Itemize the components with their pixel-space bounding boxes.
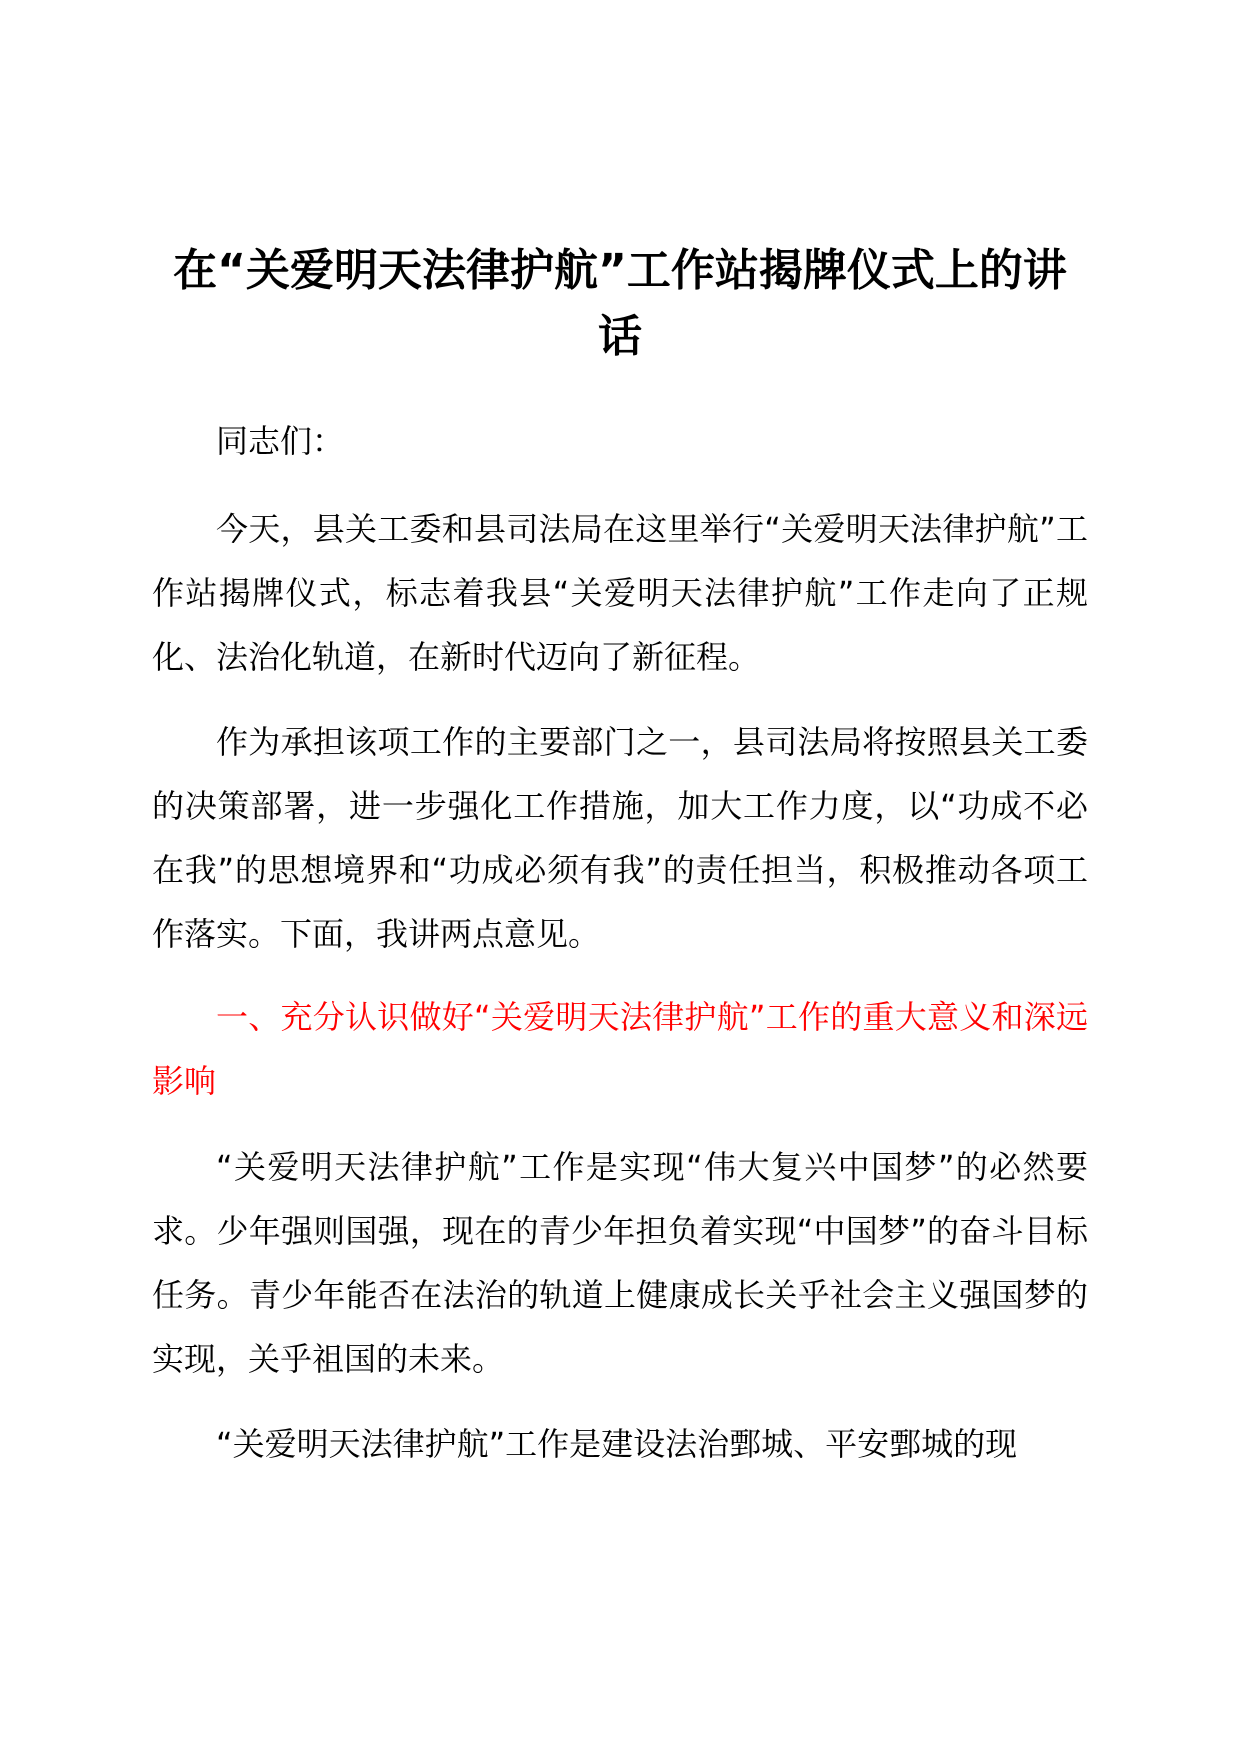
section-paragraph-1: “关爱明天法律护航”工作是实现“伟大复兴中国梦”的必然要求。少年强则国强，现在的青少年担负着实现“中国梦”的奋斗目标任务。青少年能否在法治的轨道上健康成长关乎社会主义强国梦的实现，关乎祖国的未来。 (152, 1148, 1088, 1378)
section-paragraph-2: “关爱明天法律护航”工作是建设法治鄄城、平安鄄城的现 (216, 1425, 1018, 1463)
salutation: 同志们： (216, 422, 345, 460)
paragraph-1: 今天，县关工委和县司法局在这里举行“关爱明天法律护航”工作站揭牌仪式，标志着我县“关爱明天法律护航”工作走向了正规化、法治化轨道，在新时代迈向了新征程。 (152, 510, 1088, 676)
section-heading-1: 一、充分认识做好“关爱明天法律护航”工作的重大意义和深远影响 (152, 998, 1088, 1100)
document-title: 在“关爱明天法律护航”工作站揭牌仪式上的讲话 (173, 245, 1067, 362)
paragraph-2: 作为承担该项工作的主要部门之一，县司法局将按照县关工委的决策部署，进一步强化工作措施，加大工作力度，以“功成不必在我”的思想境界和“功成必须有我”的责任担当，积极推动各项工作落实。下面，我讲两点意见。 (152, 723, 1088, 953)
